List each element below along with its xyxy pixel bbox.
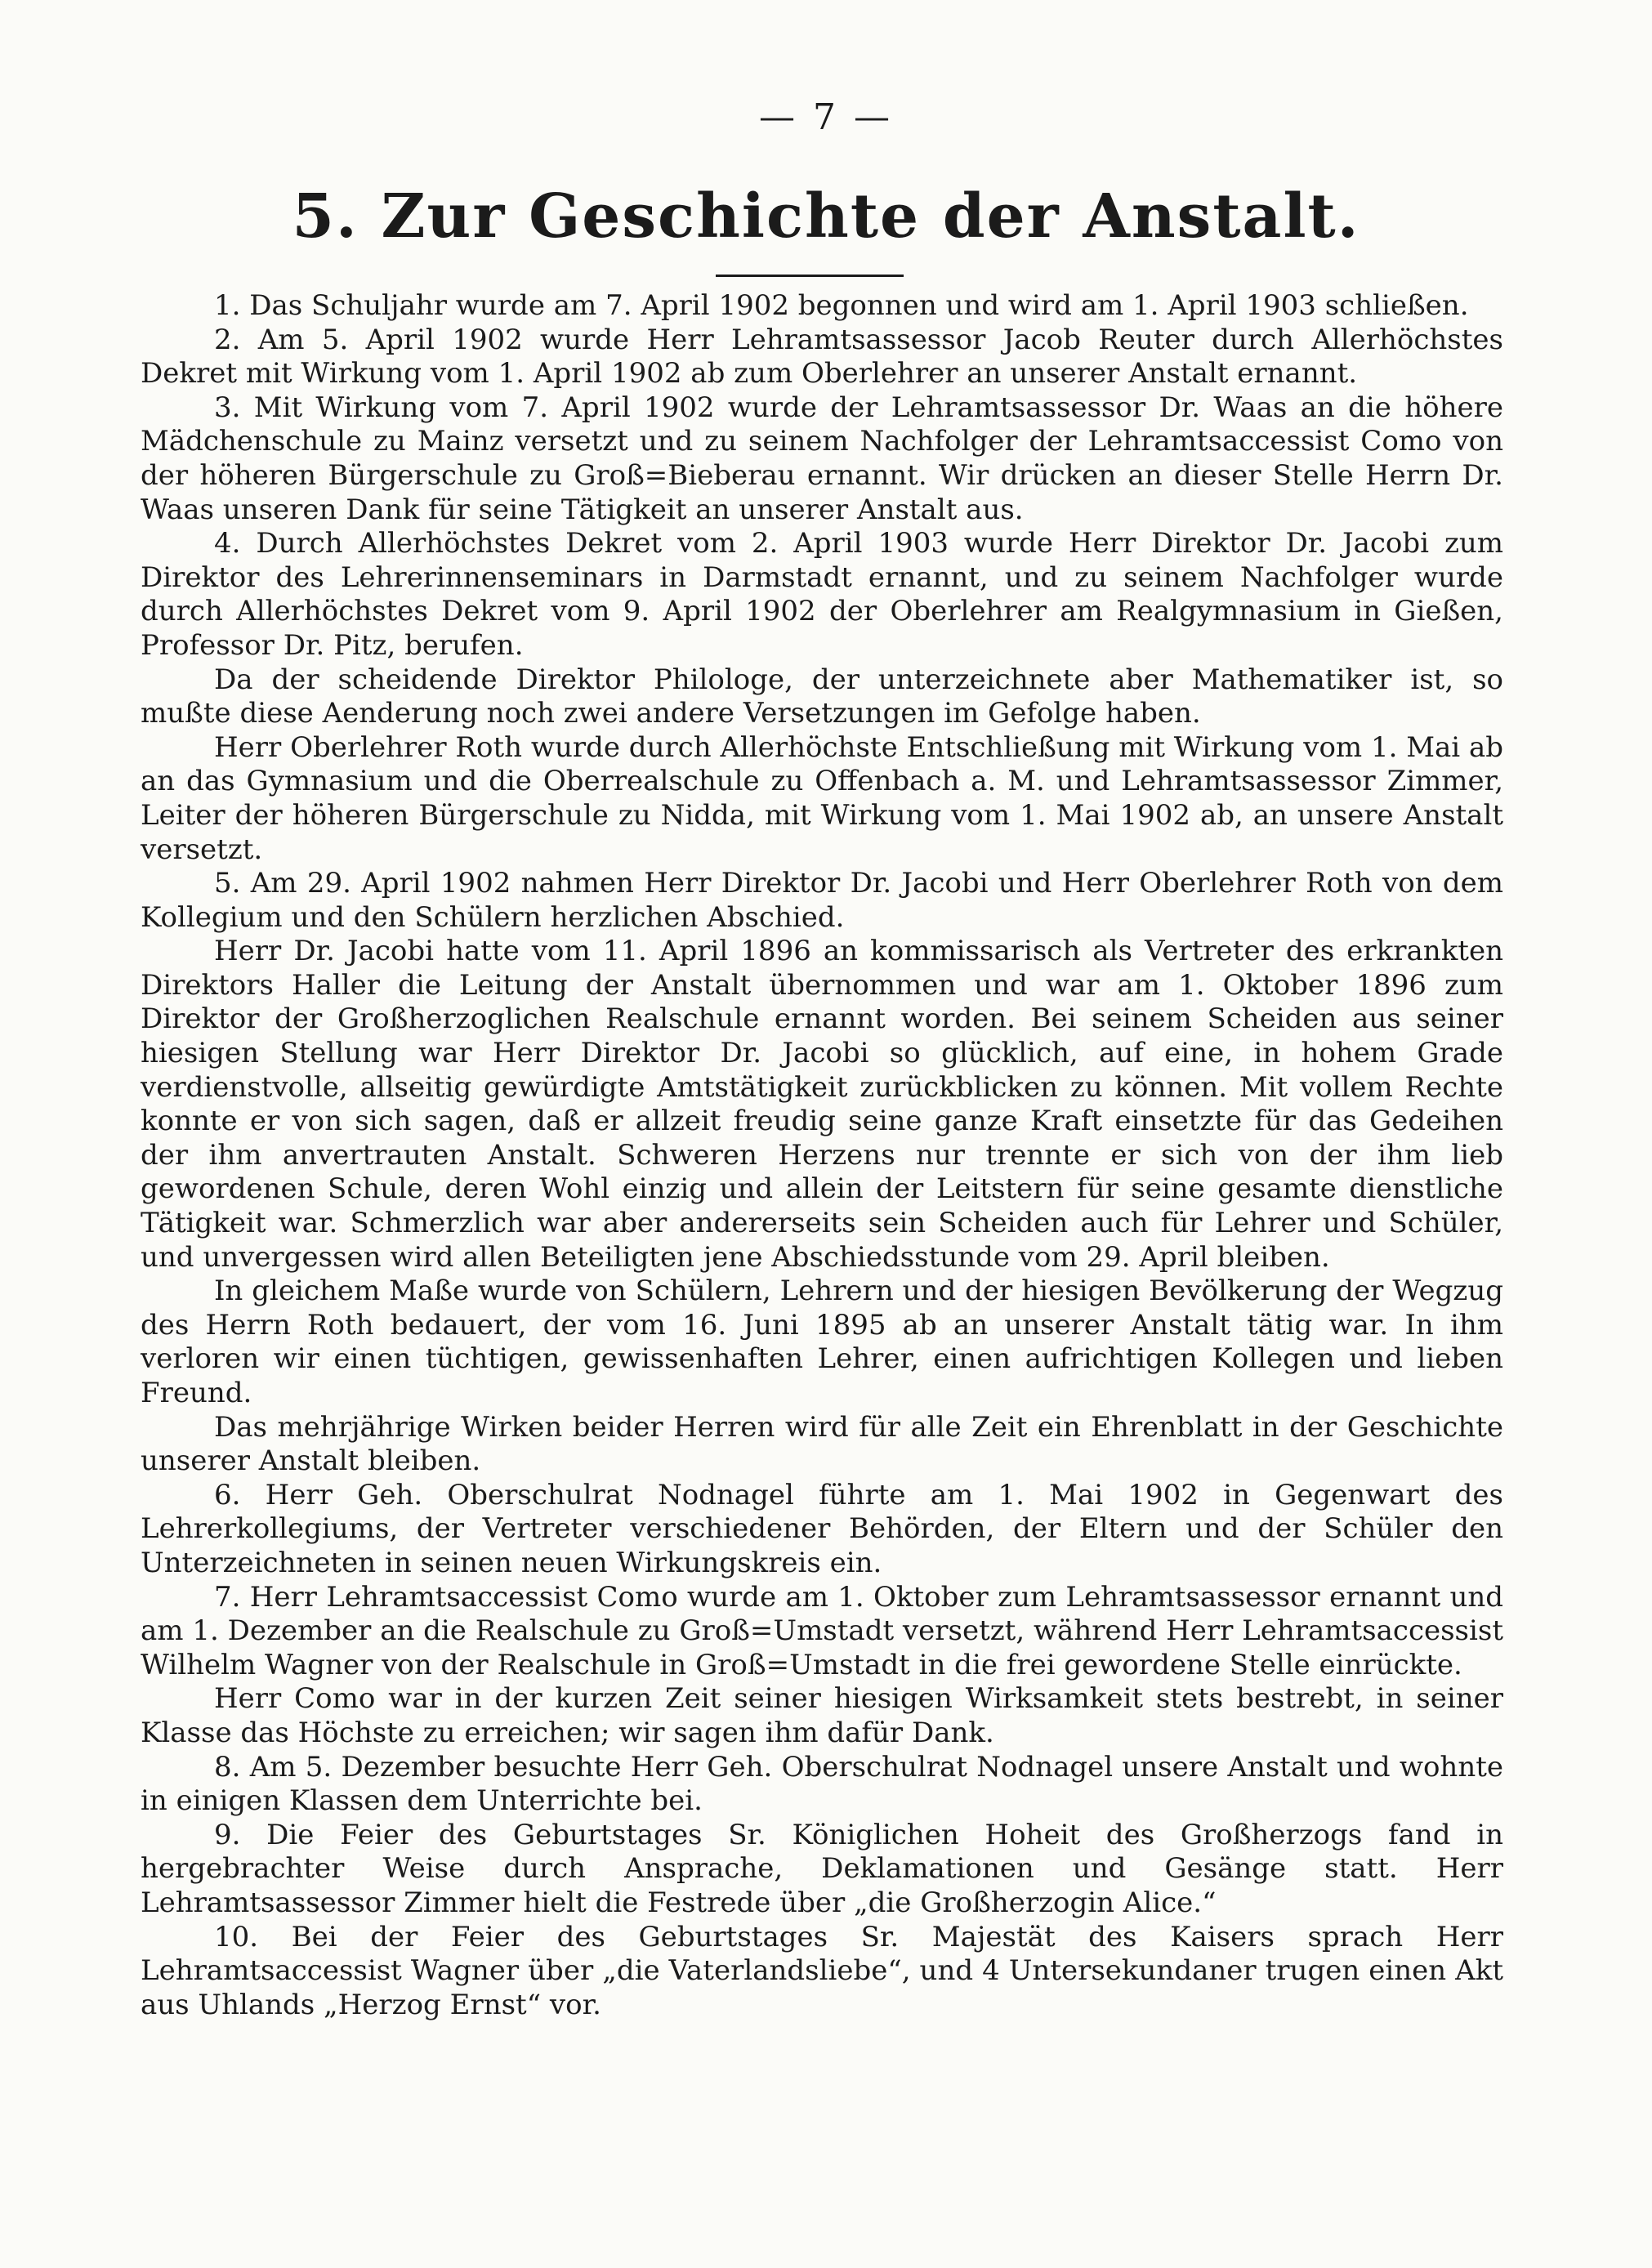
paragraph-8: 8. Am 5. Dezember besuchte Herr Geh. Oberschulrat Nodnagel unsere Anstalt und wohnte in einigen Klassen dem Unterrichte bei. bbox=[141, 1750, 1503, 1818]
body-text bbox=[141, 289, 1503, 2022]
heading-rule bbox=[716, 275, 904, 277]
page-number: — 7 — bbox=[759, 96, 893, 138]
paragraph-4-cont-2: Herr Oberlehrer Roth wurde durch Allerhöchste Entschließung mit Wirkung vom 1. Mai ab an das Gymnasium und die Oberrealschule zu Offenbach a. M. und Lehramtsassessor Zimmer, Leiter der höheren Bürgerschule zu Nidda, mit Wirkung vom 1. Mai 1902 ab, an unsere Anstalt versetzt. bbox=[141, 730, 1504, 866]
paragraph-3: 3. Mit Wirkung vom 7. April 1902 wurde der Lehramtsassessor Dr. Waas an die höhere Mädchenschule zu Mainz versetzt und zu seinem Nachfolger der Lehramtsaccessist Como von der höheren Bürgerschule zu Groß=Bieberau ernannt. Wir drücken an dieser Stelle Herrn Dr. Waas unseren Dank für seine Tätigkeit an unserer Anstalt aus. bbox=[141, 391, 1503, 526]
paragraph-2: 2. Am 5. April 1902 wurde Herr Lehramtsassessor Jacob Reuter durch Allerhöchstes Dekret mit Wirkung vom 1. April 1902 ab zum Oberlehrer an unserer Anstalt ernannt. bbox=[141, 323, 1503, 391]
paragraph-6: 6. Herr Geh. Oberschulrat Nodnagel führte am 1. Mai 1902 in Gegenwart des Lehrerkollegiums, der Vertreter verschiedener Behörden, der Eltern und der Schüler den Unterzeichneten in seinen neuen Wirkungskreis ein. bbox=[141, 1478, 1503, 1579]
paragraph-10: 10. Bei der Feier des Geburtstages Sr. Majestät des Kaisers sprach Herr Lehramtsaccessist Wagner über „die Vaterlandsliebe“, und 4 Untersekundaner trugen einen Akt aus Uhlands „Herzog Ernst“ vor. bbox=[141, 1920, 1503, 2021]
paragraph-5-cont-1: Herr Dr. Jacobi hatte vom 11. April 1896 an kommissarisch als Vertreter des erkrankten Direktors Haller die Leitung der Anstalt übernommen und war am 1. Oktober 1896 zum Direktor der Großherzoglichen Realschule ernannt worden. Bei seinem Scheiden aus seiner hiesigen Stellung war Herr Direktor Dr. Jacobi so glücklich, auf eine, in hohem Grade verdienstvolle, allseitig gewürdigte Amtstätigkeit zurückblicken zu können. Mit vollem Rechte konnte er von sich sagen, daß er allzeit freudig seine ganze Kraft einsetzte für das Gedeihen der ihm anvertrauten Anstalt. Schweren Herzens nur trennte er sich von der ihm lieb gewordenen Schule, deren Wohl einzig und allein der Leitstern für seine gesamte dienstliche Tätigkeit war. Schmerzlich war aber andererseits sein Scheiden auch für Lehrer und Schüler, und unvergessen wird allen Beteiligten jene Abschiedsstunde vom 29. April bleiben. bbox=[141, 935, 1503, 1274]
paragraph-4: 4. Durch Allerhöchstes Dekret vom 2. April 1903 wurde Herr Direktor Dr. Jacobi zum Direktor des Lehrerinnenseminars in Darmstadt ernannt, und zu seinem Nachfolger wurde durch Allerhöchstes Dekret vom 9. April 1902 der Oberlehrer am Realgymnasium in Gießen, Professor Dr. Pitz, berufen. bbox=[141, 527, 1503, 662]
paragraph-5-cont-3: Das mehrjährige Wirken beider Herren wird für alle Zeit ein Ehrenblatt in der Geschichte unserer Anstalt bleiben. bbox=[141, 1410, 1503, 1478]
paragraph-9: 9. Die Feier des Geburtstages Sr. Königlichen Hoheit des Großherzogs fand in hergebrachter Weise durch Ansprache, Deklamationen und Gesänge statt. Herr Lehramtsassessor Zimmer hielt die Festrede über „die Großherzogin Alice.“ bbox=[141, 1818, 1503, 1919]
paragraph-1: 1. Das Schuljahr wurde am 7. April 1902 begonnen und wird am 1. April 1903 schließen. bbox=[214, 289, 1469, 322]
section-heading: 5. Zur Geschichte der Anstalt. bbox=[292, 181, 1360, 252]
paragraph-4-cont-1: Da der scheidende Direktor Philologe, der unterzeichnete aber Mathematiker ist, so mußte diese Aenderung noch zwei andere Versetzungen im Gefolge haben. bbox=[141, 663, 1503, 730]
paragraph-5: 5. Am 29. April 1902 nahmen Herr Direktor Dr. Jacobi und Herr Oberlehrer Roth von dem Kollegium und den Schülern herzlichen Abschied. bbox=[141, 867, 1503, 934]
paragraph-7-cont: Herr Como war in der kurzen Zeit seiner hiesigen Wirksamkeit stets bestrebt, in seiner Klasse das Höchste zu erreichen; wir sagen ihm dafür Dank. bbox=[141, 1682, 1503, 1749]
paragraph-5-cont-2: In gleichem Maße wurde von Schülern, Lehrern und der hiesigen Bevölkerung der Wegzug des Herrn Roth bedauert, der vom 16. Juni 1895 ab an unserer Anstalt tätig war. In ihm verloren wir einen tüchtigen, gewissenhaften Lehrer, einen aufrichtigen Kollegen und lieben Freund. bbox=[141, 1275, 1503, 1409]
paragraph-7: 7. Herr Lehramtsaccessist Como wurde am 1. Oktober zum Lehramtsassessor ernannt und am 1. Dezember an die Realschule zu Groß=Umstadt versetzt, während Herr Lehramtsaccessist Wilhelm Wagner von der Realschule in Groß=Umstadt in die frei gewordene Stelle einrückte. bbox=[141, 1580, 1503, 1681]
